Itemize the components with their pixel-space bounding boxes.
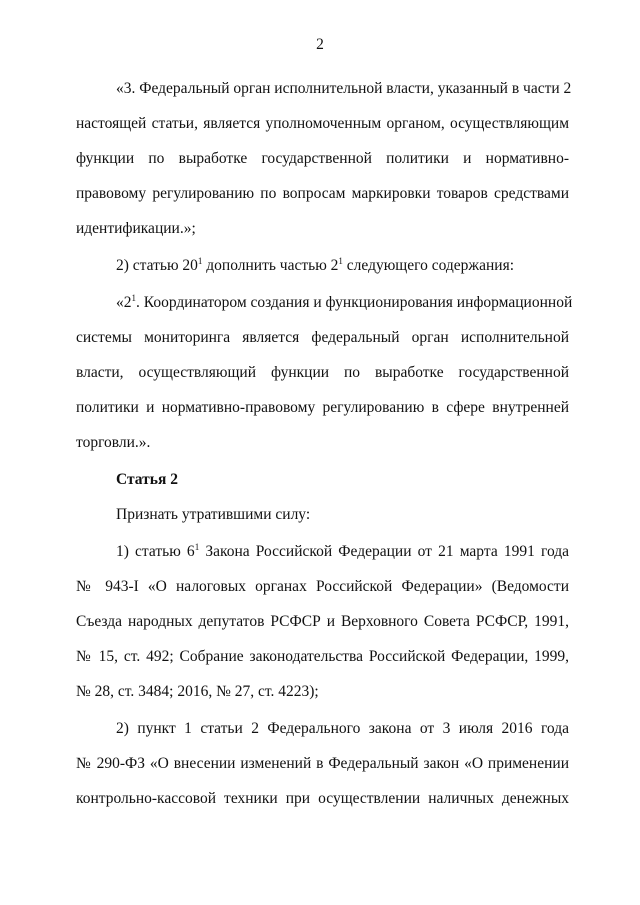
- paragraph-line: контрольно-кассовой техники при осуществлении наличных денежных: [76, 790, 569, 807]
- text-run: 1) статью 6: [116, 543, 195, 560]
- superscript: 1: [131, 293, 136, 303]
- paragraph-line: системы мониторинга является федеральный орган исполнительной: [76, 329, 569, 346]
- text-run: 2) статью 20: [116, 257, 198, 274]
- text-run: . Координатором создания и функционирования информационной: [136, 294, 573, 311]
- text-run: Закона Российской Федерации от 21 марта 1991 года: [199, 543, 570, 560]
- paragraph-line: № 28, ст. 3484; 2016, № 27, ст. 4223);: [76, 683, 319, 700]
- paragraph-line: № 290-ФЗ «О внесении изменений в Федеральный закон «О применении: [76, 755, 569, 772]
- paragraph-part-3: [76, 71, 572, 246]
- text-run: «2: [116, 294, 132, 311]
- superscript: 1: [338, 256, 343, 266]
- article-2-item-2: [76, 711, 569, 816]
- paragraph-line: 2) пункт 1 статьи 2 Федерального закона от 3 июля 2016 года: [116, 720, 569, 737]
- text-run: следующего содержания:: [342, 257, 515, 274]
- paragraph-line: правовому регулированию по вопросам маркировки товаров средствами: [76, 185, 569, 202]
- paragraph-line: № 943-I «О налоговых органах Российской Федерации» (Ведомости: [76, 578, 569, 595]
- superscript: 1: [194, 542, 200, 552]
- article-heading: Статья 2: [116, 471, 178, 488]
- paragraph-line: № 15, ст. 492; Собрание законодательства Российской Федерации, 1999,: [76, 648, 569, 665]
- paragraph-part-2-1: [76, 285, 573, 460]
- article-intro: Признать утратившими силу:: [116, 506, 311, 523]
- paragraph-amend-article-20-1: [76, 248, 569, 283]
- paragraph-line: [76, 534, 569, 569]
- superscript: 1: [197, 256, 203, 266]
- paragraph-line: «3. Федеральный орган исполнительной власти, указанный в части 2: [116, 80, 572, 97]
- paragraph-line: функции по выработке государственной политики и нормативно-: [76, 150, 569, 167]
- paragraph-line: [76, 285, 573, 320]
- paragraph-line: Съезда народных депутатов РСФСР и Верховного Совета РСФСР, 1991,: [76, 613, 569, 630]
- paragraph-line: [76, 248, 569, 283]
- document-body: [76, 71, 573, 816]
- paragraph-line: настоящей статьи, является уполномоченным органом, осуществляющим: [76, 115, 569, 132]
- page-number: 2: [316, 36, 324, 53]
- article-2-item-1: [76, 534, 569, 709]
- paragraph-line: политики и нормативно-правовому регулированию в сфере внутренней: [76, 399, 569, 416]
- paragraph-line: идентификации.»;: [76, 220, 196, 237]
- article-2-section: [76, 462, 569, 532]
- paragraph-line: власти, осуществляющий функции по выработке государственной: [76, 364, 569, 381]
- text-run: дополнить частью 2: [202, 257, 339, 274]
- paragraph-line: торговли.».: [76, 434, 151, 451]
